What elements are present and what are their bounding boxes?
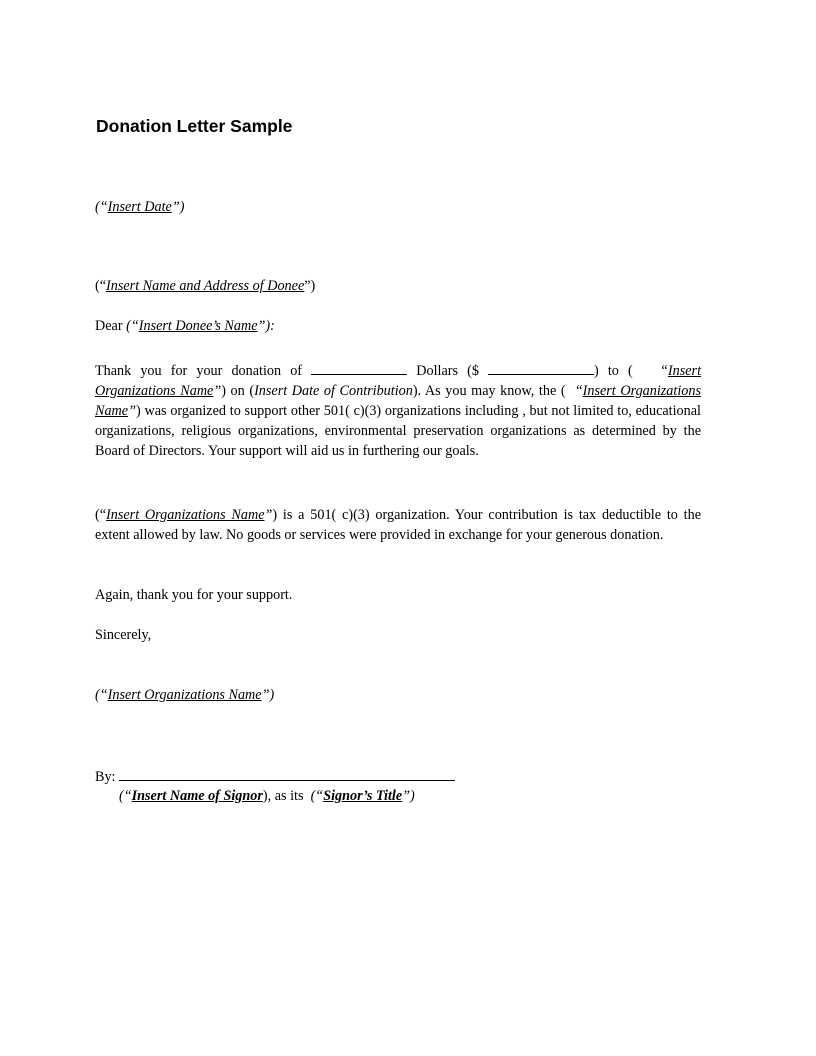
date-line: (“Insert Date”) <box>95 199 185 215</box>
by-label: By: <box>95 769 116 785</box>
donee-address-line: (“Insert Name and Address of Donee”) <box>95 278 316 294</box>
closing: Sincerely, <box>95 627 152 643</box>
signature-organization-placeholder: Insert Organizations Name <box>107 687 262 703</box>
donee-address-placeholder: Insert Name and Address of Donee <box>106 278 305 294</box>
page-title: Donation Letter Sample <box>96 116 293 136</box>
signature-organization-line: (“Insert Organizations Name”) <box>95 687 275 703</box>
organization-name-placeholder: Insert Organizations Name <box>95 383 701 419</box>
body-paragraph-1: Thank you for your donation of Dollars ($ ) to ( “Insert Organizations Name”) on (Insert Date of Contribution). As you may know, the ( “Insert Organizations Name”) was organized to support other 501( c)(3) organizations including , but not limited to, educational organizations, religious organizations, environmental preservation organizations as determined by the Board of Directors. Your support will aid us in furthering our goals. <box>95 360 701 461</box>
salutation-line: Dear (“Insert Donee’s Name”): <box>95 318 275 334</box>
body-paragraph-2: (“Insert Organizations Name”) is a 501( c)(3) organization. Your contribution is tax deductible to the extent allowed by law. No goods or services were provided in exchange for your generous donation. <box>95 507 701 543</box>
contribution-date-placeholder: Insert Date of Contribution <box>254 383 413 399</box>
organization-name-placeholder: Insert Organizations Name <box>95 363 702 399</box>
body-paragraph-3: Again, thank you for your support. <box>95 587 293 603</box>
date-placeholder: Insert Date <box>107 199 172 215</box>
donee-name-placeholder: Insert Donee’s Name <box>138 318 258 334</box>
amount-words-blank <box>311 360 407 375</box>
signor-line: (“Insert Name of Signor), as its (“Signor’s Title”) <box>119 788 415 804</box>
signature-blank <box>119 766 455 781</box>
signature-by-line <box>95 766 455 786</box>
amount-number-blank <box>488 360 594 375</box>
signor-name-placeholder: Insert Name of Signor <box>131 788 263 804</box>
organization-name-placeholder: Insert Organizations Name <box>106 507 265 523</box>
signor-title-placeholder: Signor’s Title <box>323 788 403 804</box>
salutation: Dear <box>95 318 123 334</box>
